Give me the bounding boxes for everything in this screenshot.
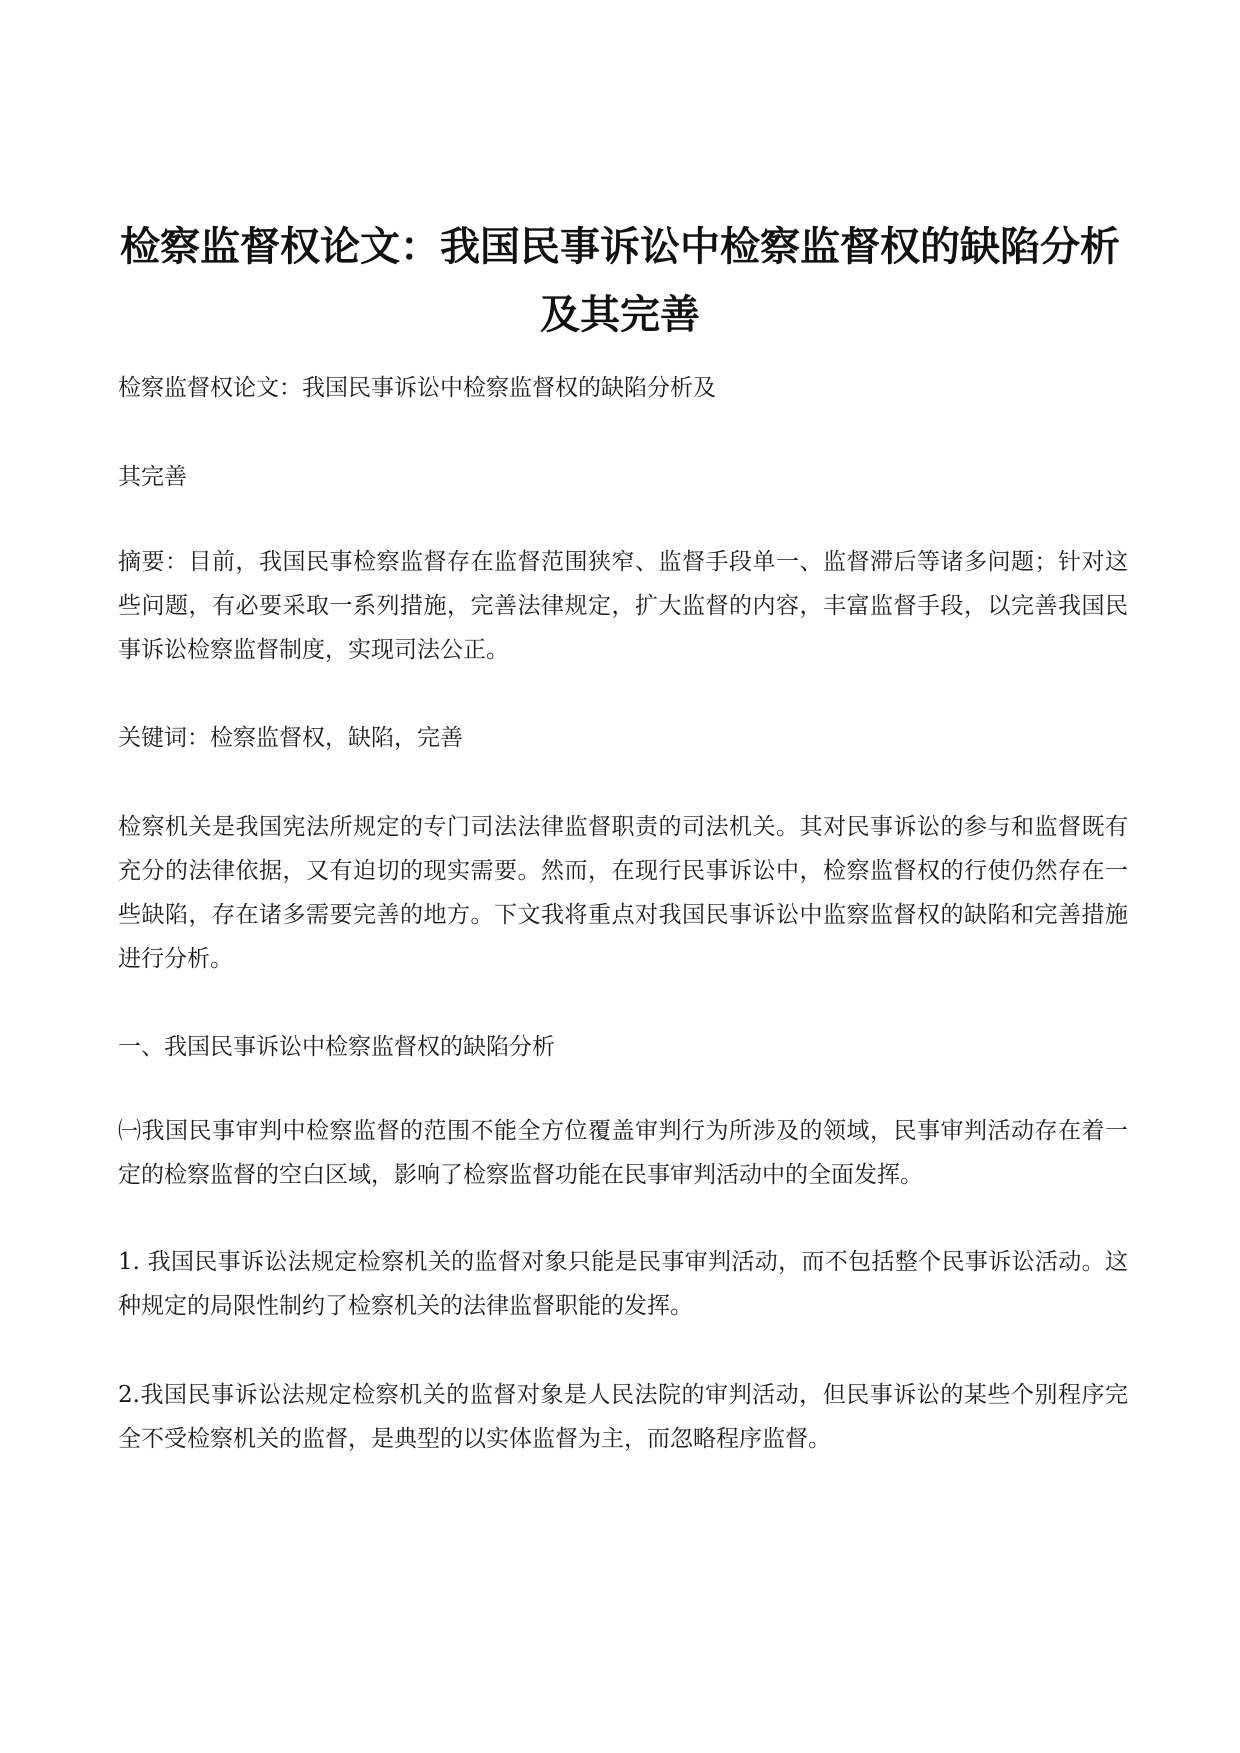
subtitle-line-1: 检察监督权论文：我国民事诉讼中检察监督权的缺陷分析及: [118, 375, 716, 401]
intro-paragraph: 检察机关是我国宪法所规定的专门司法法律监督职责的司法机关。其对民事诉讼的参与和监督既有充分的法律依据，又有迫切的现实需要。然而，在现行民事诉讼中，检察监督权的行使仍然存在一些缺陷，存在诸多需要完善的地方。下文我将重点对我国民事诉讼中监察监督权的缺陷和完善措施进行分析。: [118, 814, 1128, 972]
subsection-paragraph: ㈠我国民事审判中检察监督的范围不能全方位覆盖审判行为所涉及的领域，民事审判活动存在着一定的检察监督的空白区域，影响了检察监督功能在民事审判活动中的全面发挥。: [118, 1118, 1128, 1188]
keywords-paragraph: 关键词：检察监督权，缺陷，完善: [118, 725, 463, 751]
list-item-2: 2.我国民事诉讼法规定检察机关的监督对象是人民法院的审判活动，但民事诉讼的某些个别程序完全不受检察机关的监督，是典型的以实体监督为主，而忽略程序监督。: [118, 1382, 1128, 1452]
section-heading: 一、我国民事诉讼中检察监督权的缺陷分析: [118, 1034, 555, 1060]
subtitle-line-2: 其完善: [118, 464, 187, 490]
abstract-paragraph: 摘要：目前，我国民事检察监督存在监督范围狭窄、监督手段单一、监督滞后等诸多问题；针对这些问题，有必要采取一系列措施，完善法律规定，扩大监督的内容，丰富监督手段，以完善我国民事诉讼检察监督制度，实现司法公正。: [118, 549, 1128, 663]
document-title: 检察监督权论文：我国民事诉讼中检察监督权的缺陷分析及其完善: [120, 224, 1120, 338]
list-item-1: 1. 我国民事诉讼法规定检察机关的监督对象只能是民事审判活动，而不包括整个民事诉讼活动。这种规定的局限性制约了检察机关的法律监督职能的发挥。: [118, 1249, 1128, 1319]
